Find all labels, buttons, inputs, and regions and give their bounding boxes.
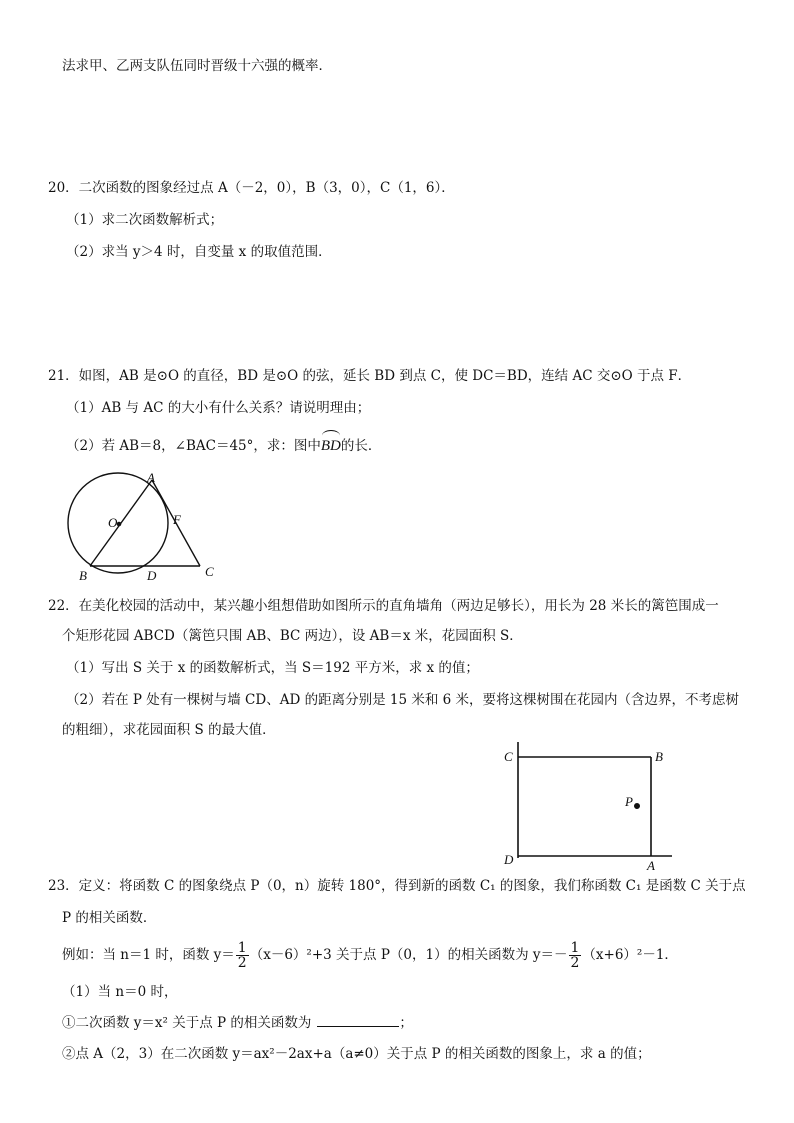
q23-example-text-c: （x+6）²－1． — [582, 947, 678, 963]
q21-part2 — [66, 436, 381, 456]
label-c: C — [504, 749, 513, 764]
fraction-half-1 — [236, 941, 249, 970]
q21-part1: （1）AB 与 AC 的大小有什么关系？请说明理由； — [66, 400, 371, 416]
q23-example-text-a: 例如：当 n＝1 时，函数 y＝ — [62, 947, 235, 963]
q21-part2-text-b: 的长． — [340, 438, 382, 454]
answer-blank[interactable] — [317, 1012, 399, 1027]
label-c: C — [205, 564, 214, 579]
q20-stem: 20．二次函数的图象经过点 A（－2，0），B（3，0），C（1，6）． — [48, 180, 455, 196]
q22-part1: （1）写出 S 关于 x 的函数解析式，当 S＝192 平方米，求 x 的值； — [66, 660, 479, 676]
q22-line2: 个矩形花园 ABCD（篱笆只围 AB、BC 两边），设 AB＝x 米，花园面积 S． — [62, 628, 523, 644]
q19-continuation: 法求甲、乙两支队伍同时晋级十六强的概率． — [62, 58, 332, 74]
q23-line2: P 的相关函数． — [62, 910, 157, 926]
label-d: D — [147, 568, 157, 583]
label-d: D — [504, 852, 514, 867]
label-a: A — [647, 858, 655, 872]
q23-example-text-b: （x－6）²+3 关于点 P（0，1）的相关函数为 y＝－ — [249, 947, 568, 963]
arc-bd-symbol: BD — [320, 438, 341, 454]
q20-part2: （2）求当 y＞4 时，自变量 x 的取值范围． — [66, 244, 332, 260]
label-b: B — [79, 568, 87, 583]
q23-part1: （1）当 n＝0 时， — [62, 984, 178, 1000]
q22-part2-line1: （2）若在 P 处有一棵树与墙 CD、AD 的距离分别是 15 米和 6 米，要将这棵树围在花园内（含边界，不考虑树 — [66, 692, 739, 708]
fraction-half-2 — [569, 941, 582, 970]
q23-part1-i-text: ①二次函数 y＝x² 关于点 P 的相关函数为 — [62, 1015, 312, 1031]
fraction-den-2: 2 — [570, 955, 580, 971]
q23-line1: 23．定义：将函数 C 的图象绕点 P（0，n）旋转 180°，得到新的函数 C₁ 的图象，我们称函数 C₁ 是函数 C 关于点 — [48, 878, 746, 894]
fraction-den-1: 2 — [237, 955, 247, 971]
q22-garden-figure — [496, 740, 686, 872]
q21-circle-figure — [60, 466, 220, 586]
q22-part2-line2: 的粗细），求花园面积 S 的最大值． — [62, 722, 276, 738]
fraction-num-1: 1 — [237, 940, 247, 956]
q23-part1-ii: ②点 A（2，3）在二次函数 y＝ax²－2ax+a（a≠0）关于点 P 的相关函数的图象上，求 a 的值； — [62, 1046, 651, 1062]
q23-example — [62, 938, 678, 972]
q21-stem: 21．如图，AB 是⊙O 的直径，BD 是⊙O 的弦，延长 BD 到点 C，使 DC＝BD，连结 AC 交⊙O 于点 F． — [48, 368, 692, 384]
q22-line1: 22．在美化校园的活动中，某兴趣小组想借助如图所示的直角墙角（两边足够长），用长为 28 米长的篱笆围成一 — [48, 598, 719, 614]
fraction-num-2: 1 — [570, 940, 580, 956]
label-a: A — [147, 470, 155, 485]
label-p: P — [625, 794, 633, 809]
q23-part1-i-end: ； — [399, 1015, 413, 1031]
tree-point-p — [634, 803, 640, 809]
q23-part1-i — [62, 1012, 413, 1033]
label-b: B — [655, 749, 663, 764]
label-f: F — [173, 512, 181, 527]
q21-part2-text-a: （2）若 AB＝8，∠BAC＝45°，求：图中 — [66, 438, 321, 454]
q20-part1: （1）求二次函数解析式； — [66, 212, 224, 228]
label-o: O — [108, 515, 118, 530]
